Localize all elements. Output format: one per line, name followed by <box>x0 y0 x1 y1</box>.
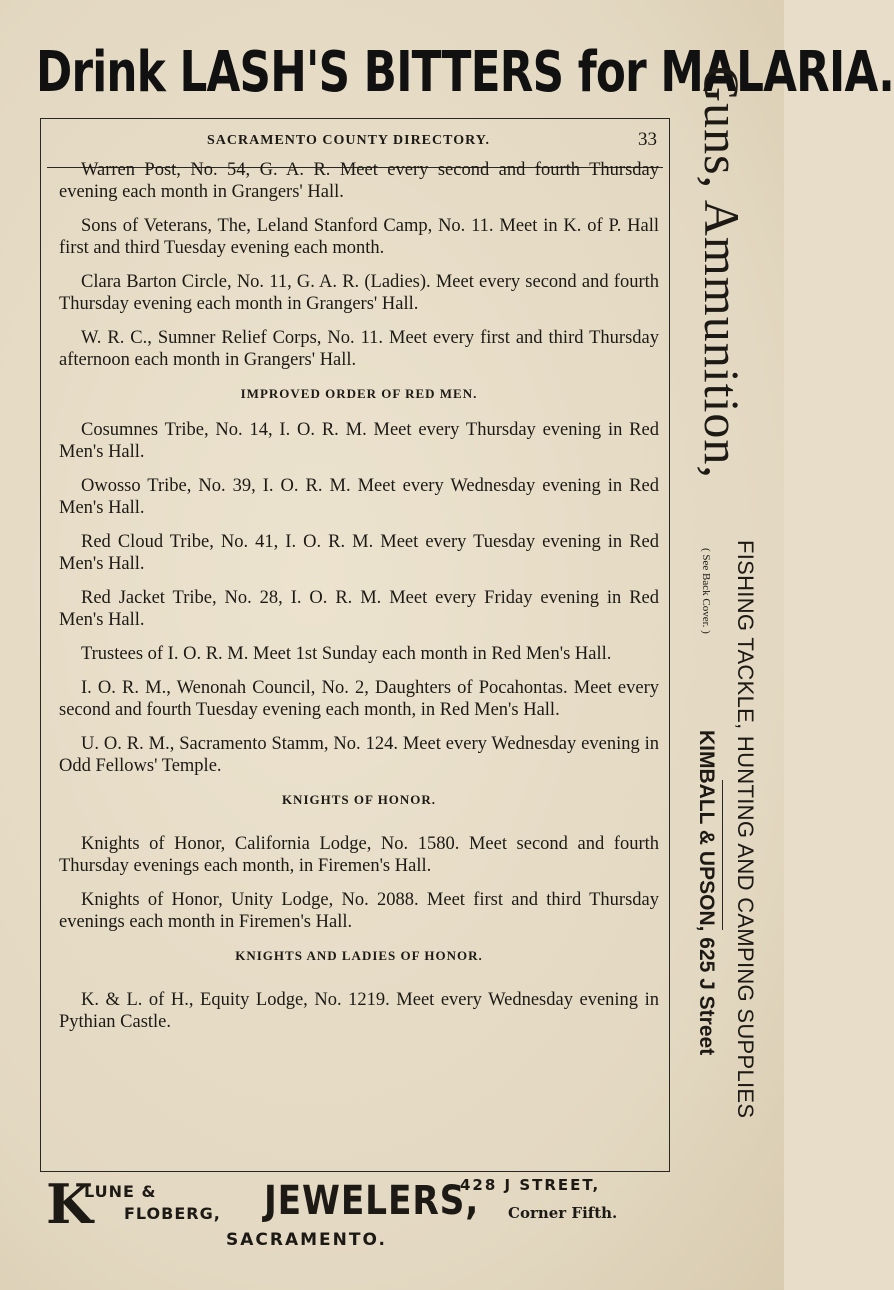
side-ad-kimball <box>690 730 724 1172</box>
directory-entry: Sons of Veterans, The, Leland Stanford Camp, No. 11. Meet in K. of P. Hall first and third Tuesday evening each month. <box>59 216 659 258</box>
side-ad-fishing-text: FISHING TACKLE, HUNTING AND CAMPING SUPPLIES <box>733 540 758 1119</box>
directory-entry: Trustees of I. O. R. M. Meet 1st Sunday each month in Red Men's Hall. <box>81 644 612 664</box>
running-head-title: SACRAMENTO COUNTY DIRECTORY. <box>207 133 491 148</box>
section-heading-knights-and-ladies: KNIGHTS AND LADIES OF HONOR. <box>235 948 483 963</box>
ad-street: 428 J STREET, <box>460 1176 601 1194</box>
ad-trade: JEWELERS, <box>264 1178 480 1224</box>
directory-entry: Knights of Honor, California Lodge, No. 1580. Meet second and fourth Thursday evenings each month, in Firemen's Hall. <box>59 834 659 876</box>
side-ad-kimball-text: KIMBALL & UPSON, 625 J Street <box>695 730 718 1056</box>
side-ad-fishing <box>728 540 764 1172</box>
directory-entry: Red Cloud Tribe, No. 41, I. O. R. M. Meet every Tuesday evening in Red Men's Hall. <box>59 532 659 574</box>
ad-name-line1: LUNE & <box>84 1182 157 1201</box>
section-heading-red-men: IMPROVED ORDER OF RED MEN. <box>240 386 478 401</box>
directory-entry: W. R. C., Sumner Relief Corps, No. 11. Meet every first and third Thursday afternoon each month in Grangers' Hall. <box>59 328 659 370</box>
ad-name-line2: FLOBERG, <box>124 1204 221 1223</box>
bottom-advertisement <box>40 1172 680 1282</box>
directory-entry: K. & L. of H., Equity Lodge, No. 1219. Meet every Wednesday evening in Pythian Castle. <box>59 990 659 1032</box>
directory-entry: Clara Barton Circle, No. 11, G. A. R. (Ladies). Meet every second and fourth Thursday evening each month in Grangers' Hall. <box>59 272 659 314</box>
directory-entry: Cosumnes Tribe, No. 14, I. O. R. M. Meet every Thursday evening in Red Men's Hall. <box>59 420 659 462</box>
top-advertisement: Drink LASH'S BITTERS for MALARIA. <box>36 40 894 105</box>
directory-content <box>59 159 659 1045</box>
page-frame <box>40 118 670 1172</box>
ad-initial: K <box>46 1172 93 1236</box>
ad-city: SACRAMENTO. <box>226 1230 388 1250</box>
directory-entry: I. O. R. M., Wenonah Council, No. 2, Daughters of Pocahontas. Meet every second and fourth Tuesday evening each month, in Red Men's Hall. <box>59 678 659 720</box>
side-ad-see-back <box>686 548 716 638</box>
side-ad-guns-text: Guns, Ammunition, <box>694 66 750 479</box>
directory-entry: Owosso Tribe, No. 39, I. O. R. M. Meet every Wednesday evening in Red Men's Hall. <box>59 476 659 518</box>
directory-entry: U. O. R. M., Sacramento Stamm, No. 124. Meet every Wednesday evening in Odd Fellows' Temple. <box>59 734 659 776</box>
ad-corner: Corner Fifth. <box>508 1204 618 1222</box>
running-head <box>41 131 669 155</box>
directory-entry: Warren Post, No. 54, G. A. R. Meet every second and fourth Thursday evening each month in Grangers' Hall. <box>59 160 659 202</box>
page-number: 33 <box>638 129 657 150</box>
directory-entry: Red Jacket Tribe, No. 28, I. O. R. M. Meet every Friday evening in Red Men's Hall. <box>59 588 659 630</box>
section-heading-knights-of-honor: KNIGHTS OF HONOR. <box>281 792 437 807</box>
directory-entry: Knights of Honor, Unity Lodge, No. 2088. Meet first and third Thursday evenings each month in Firemen's Hall. <box>59 890 659 932</box>
side-ad-see-back-text: ( See Back Cover. ) <box>700 548 712 634</box>
